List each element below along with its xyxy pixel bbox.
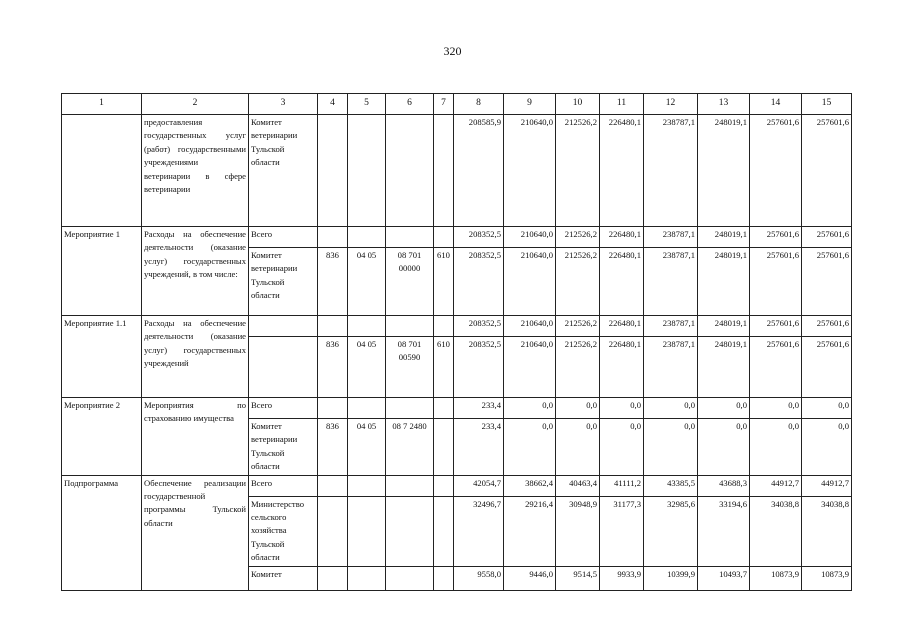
amount-cell: 257601,6 [802, 115, 852, 227]
event-name-cell: Мероприятия по страхованию имущества [142, 398, 249, 476]
executor-cell [249, 316, 318, 337]
vr-cell [434, 227, 454, 248]
amount-cell: 212526,2 [556, 115, 600, 227]
column-header: 13 [698, 94, 750, 115]
table-row [62, 227, 852, 248]
vr-cell [434, 419, 454, 476]
rzpr-cell [348, 227, 386, 248]
amount-cell: 40463,4 [556, 475, 600, 496]
amount-cell: 238787,1 [644, 248, 698, 316]
amount-cell: 0,0 [644, 419, 698, 476]
amount-cell: 248019,1 [698, 115, 750, 227]
vr-cell [434, 398, 454, 419]
column-header: 3 [249, 94, 318, 115]
amount-cell: 233,4 [454, 398, 504, 419]
amount-cell: 257601,6 [750, 248, 802, 316]
column-header: 8 [454, 94, 504, 115]
amount-cell: 238787,1 [644, 316, 698, 337]
rzpr-cell: 04 05 [348, 248, 386, 316]
csr-cell [386, 227, 434, 248]
amount-cell: 44912,7 [750, 475, 802, 496]
amount-cell: 9558,0 [454, 566, 504, 590]
grbs-cell: 836 [318, 419, 348, 476]
rzpr-cell: 04 05 [348, 419, 386, 476]
column-header: 15 [802, 94, 852, 115]
amount-cell: 32496,7 [454, 496, 504, 566]
rzpr-cell [348, 475, 386, 496]
rzpr-cell: 04 05 [348, 337, 386, 398]
vr-cell [434, 475, 454, 496]
column-header: 4 [318, 94, 348, 115]
amount-cell: 212526,2 [556, 337, 600, 398]
amount-cell: 10493,7 [698, 566, 750, 590]
vr-cell [434, 115, 454, 227]
table-row [62, 115, 852, 227]
amount-cell: 42054,7 [454, 475, 504, 496]
amount-cell: 0,0 [504, 419, 556, 476]
event-code-cell: Мероприятие 1 [62, 227, 142, 316]
amount-cell: 43385,5 [644, 475, 698, 496]
amount-cell: 248019,1 [698, 227, 750, 248]
amount-cell: 0,0 [698, 398, 750, 419]
amount-cell: 0,0 [600, 398, 644, 419]
csr-cell [386, 496, 434, 566]
amount-cell: 0,0 [802, 398, 852, 419]
amount-cell: 226480,1 [600, 316, 644, 337]
grbs-cell [318, 227, 348, 248]
event-name-cell: Расходы на обеспечение деятельности (оказание услуг) государственных учреждений, в том числе: [142, 227, 249, 316]
amount-cell: 0,0 [556, 398, 600, 419]
executor-cell: Всего [249, 475, 318, 496]
executor-cell: Комитет ветеринарии Тульской области [249, 419, 318, 476]
rzpr-cell [348, 496, 386, 566]
amount-cell: 208352,5 [454, 227, 504, 248]
amount-cell: 44912,7 [802, 475, 852, 496]
amount-cell: 29216,4 [504, 496, 556, 566]
column-header: 1 [62, 94, 142, 115]
grbs-cell: 836 [318, 248, 348, 316]
amount-cell: 208352,5 [454, 337, 504, 398]
vr-cell [434, 566, 454, 590]
executor-cell [249, 337, 318, 398]
amount-cell: 210640,0 [504, 248, 556, 316]
rzpr-cell [348, 398, 386, 419]
amount-cell: 10873,9 [750, 566, 802, 590]
amount-cell: 210640,0 [504, 227, 556, 248]
amount-cell: 212526,2 [556, 316, 600, 337]
amount-cell: 0,0 [644, 398, 698, 419]
amount-cell: 9933,9 [600, 566, 644, 590]
column-header: 14 [750, 94, 802, 115]
amount-cell: 257601,6 [750, 227, 802, 248]
amount-cell: 0,0 [750, 419, 802, 476]
csr-cell [386, 398, 434, 419]
csr-cell: 08 701 00590 [386, 337, 434, 398]
grbs-cell [318, 496, 348, 566]
amount-cell: 38662,4 [504, 475, 556, 496]
amount-cell: 32985,6 [644, 496, 698, 566]
executor-cell: Комитет [249, 566, 318, 590]
amount-cell: 238787,1 [644, 227, 698, 248]
amount-cell: 233,4 [454, 419, 504, 476]
amount-cell: 0,0 [802, 419, 852, 476]
event-code-cell: Мероприятие 2 [62, 398, 142, 476]
grbs-cell [318, 115, 348, 227]
amount-cell: 9446,0 [504, 566, 556, 590]
amount-cell: 212526,2 [556, 227, 600, 248]
column-header: 11 [600, 94, 644, 115]
column-header: 9 [504, 94, 556, 115]
executor-cell: Всего [249, 227, 318, 248]
grbs-cell [318, 398, 348, 419]
executor-cell: Министерство сельского хозяйства Тульской области [249, 496, 318, 566]
grbs-cell [318, 475, 348, 496]
amount-cell: 257601,6 [802, 337, 852, 398]
csr-cell [386, 316, 434, 337]
grbs-cell [318, 316, 348, 337]
amount-cell: 208352,5 [454, 248, 504, 316]
budget-table [61, 93, 852, 591]
amount-cell: 226480,1 [600, 115, 644, 227]
vr-cell [434, 496, 454, 566]
executor-cell: Всего [249, 398, 318, 419]
amount-cell: 238787,1 [644, 337, 698, 398]
amount-cell: 0,0 [600, 419, 644, 476]
column-header: 12 [644, 94, 698, 115]
column-header: 7 [434, 94, 454, 115]
csr-cell: 08 701 00000 [386, 248, 434, 316]
event-code-cell: Подпрограмма [62, 475, 142, 590]
column-header: 6 [386, 94, 434, 115]
amount-cell: 41111,2 [600, 475, 644, 496]
amount-cell: 257601,6 [802, 316, 852, 337]
rzpr-cell [348, 316, 386, 337]
amount-cell: 208352,5 [454, 316, 504, 337]
amount-cell: 30948,9 [556, 496, 600, 566]
amount-cell: 210640,0 [504, 115, 556, 227]
column-header: 2 [142, 94, 249, 115]
event-code-cell: Мероприятие 1.1 [62, 316, 142, 398]
event-name-cell: Расходы на обеспечение деятельности (оказание услуг) государственных учреждений [142, 316, 249, 398]
amount-cell: 257601,6 [750, 316, 802, 337]
table-row [62, 316, 852, 337]
executor-cell: Комитет ветеринарии Тульской области [249, 115, 318, 227]
amount-cell: 210640,0 [504, 337, 556, 398]
grbs-cell [318, 566, 348, 590]
event-code-cell [62, 115, 142, 227]
amount-cell: 248019,1 [698, 248, 750, 316]
amount-cell: 34038,8 [750, 496, 802, 566]
amount-cell: 0,0 [556, 419, 600, 476]
amount-cell: 31177,3 [600, 496, 644, 566]
csr-cell [386, 115, 434, 227]
grbs-cell: 836 [318, 337, 348, 398]
amount-cell: 33194,6 [698, 496, 750, 566]
vr-cell [434, 316, 454, 337]
amount-cell: 226480,1 [600, 337, 644, 398]
vr-cell: 610 [434, 337, 454, 398]
amount-cell: 34038,8 [802, 496, 852, 566]
amount-cell: 257601,6 [802, 227, 852, 248]
column-header: 5 [348, 94, 386, 115]
amount-cell: 257601,6 [750, 337, 802, 398]
event-name-cell: Обеспечение реализации государственной программы Тульской области [142, 475, 249, 590]
amount-cell: 248019,1 [698, 316, 750, 337]
executor-cell: Комитет ветеринарии Тульской области [249, 248, 318, 316]
amount-cell: 212526,2 [556, 248, 600, 316]
amount-cell: 43688,3 [698, 475, 750, 496]
header-row [62, 94, 852, 115]
amount-cell: 10873,9 [802, 566, 852, 590]
csr-cell: 08 7 2480 [386, 419, 434, 476]
amount-cell: 10399,9 [644, 566, 698, 590]
event-name-cell: предоставления государственных услуг (работ) государственными учреждениями ветеринарии в сфере ветеринарии [142, 115, 249, 227]
table-row [62, 398, 852, 419]
amount-cell: 257601,6 [750, 115, 802, 227]
rzpr-cell [348, 115, 386, 227]
csr-cell [386, 566, 434, 590]
csr-cell [386, 475, 434, 496]
table-row [62, 475, 852, 496]
rzpr-cell [348, 566, 386, 590]
amount-cell: 238787,1 [644, 115, 698, 227]
column-header: 10 [556, 94, 600, 115]
amount-cell: 0,0 [504, 398, 556, 419]
amount-cell: 208585,9 [454, 115, 504, 227]
page-number: 320 [443, 44, 462, 58]
vr-cell: 610 [434, 248, 454, 316]
amount-cell: 0,0 [698, 419, 750, 476]
amount-cell: 0,0 [750, 398, 802, 419]
amount-cell: 210640,0 [504, 316, 556, 337]
amount-cell: 9514,5 [556, 566, 600, 590]
amount-cell: 248019,1 [698, 337, 750, 398]
amount-cell: 226480,1 [600, 248, 644, 316]
amount-cell: 257601,6 [802, 248, 852, 316]
amount-cell: 226480,1 [600, 227, 644, 248]
